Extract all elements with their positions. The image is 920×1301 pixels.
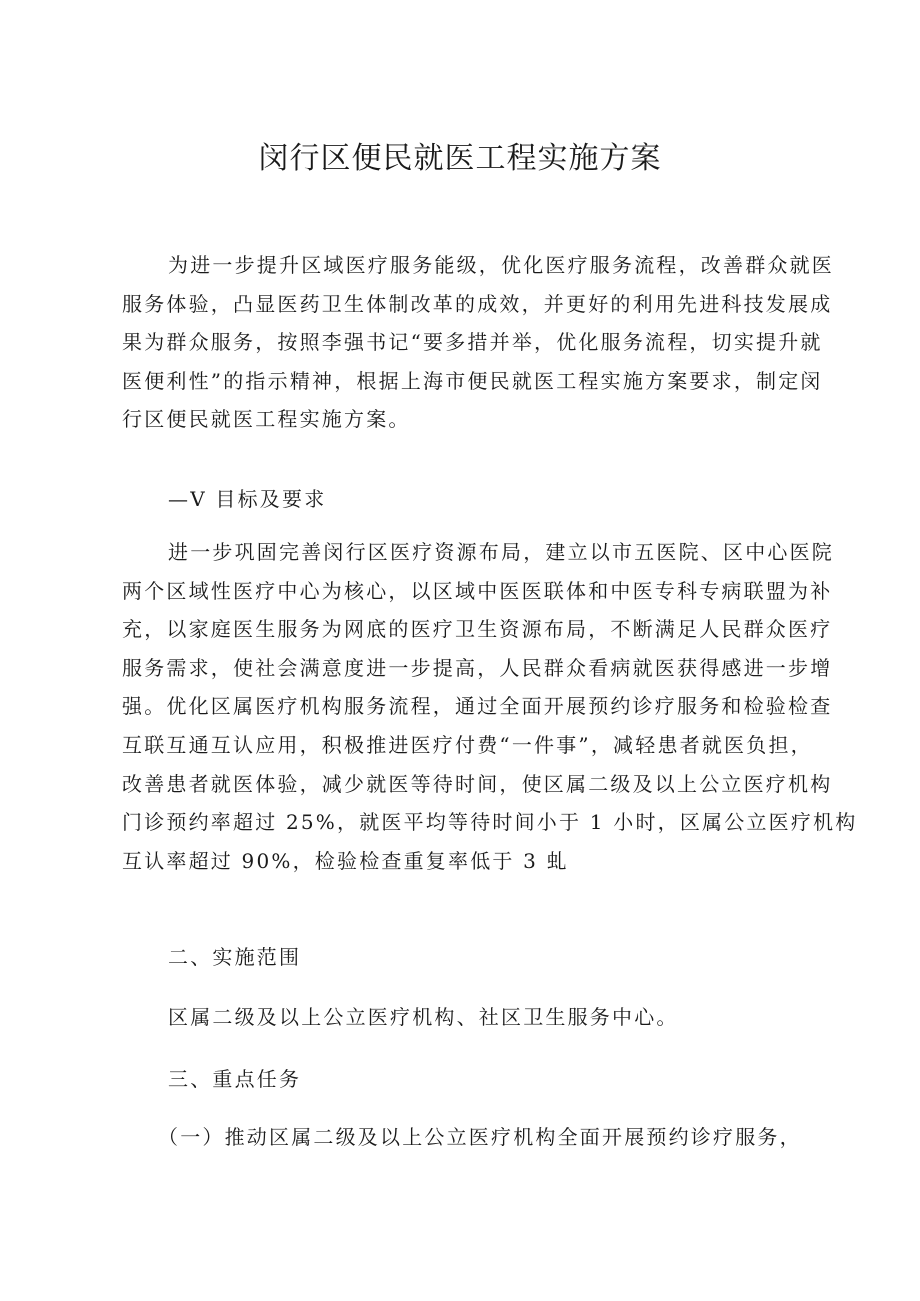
section-1-line: 充，以家庭医生服务为网底的医疗卫生资源布局，不断满足人民群众医疗: [122, 617, 833, 642]
intro-paragraph: [122, 246, 834, 439]
section-3-heading: 三、重点任务: [168, 1067, 302, 1091]
section-3-item-1: （一）推动区属二级及以上公立医疗机构全面开展预约诊疗服务，: [158, 1125, 802, 1149]
intro-line: 医便利性”的指示精神，根据上海市便民就医工程实施方案要求，制定闵: [122, 368, 823, 393]
section-1-heading-block: [122, 480, 812, 519]
intro-line: 服务体验，凸显医药卫生体制改革的成效，并更好的利用先进科技发展成: [122, 291, 833, 316]
section-2-heading-block: [122, 938, 812, 977]
section-1-line: 服务需求，使社会满意度进一步提高，人民群众看病就医获得感进一步增: [122, 655, 833, 680]
section-1-line: 互认率超过 90%，检验检查重复率低于 3 虬: [122, 848, 569, 873]
section-2-heading: 二、实施范围: [168, 945, 302, 969]
section-1-heading: —V 目标及要求: [168, 487, 327, 511]
section-1-paragraph: [122, 533, 858, 880]
intro-line: 果为群众服务，按照李强书记“要多措并举，优化服务流程，切实提升就: [122, 330, 823, 355]
document-title: 闵行区便民就医工程实施方案: [258, 141, 662, 176]
section-3-heading-block: [122, 1060, 812, 1099]
section-1-line: 互联互通互认应用，积极推进医疗付费“一件事”，减轻患者就医负担，: [122, 732, 813, 757]
section-2-paragraph: [122, 998, 812, 1037]
section-1-line: 改善患者就医体验，减少就医等待时间，使区属二级及以上公立医疗机构: [122, 771, 833, 796]
section-1-line: 进一步巩固完善闵行区医疗资源布局，建立以市五医院、区中心医院: [168, 540, 834, 564]
section-1-line: 强。优化区属医疗机构服务流程，通过全面开展预约诊疗服务和检验检查: [122, 694, 833, 719]
section-3-item-1-block: [122, 1118, 812, 1157]
section-1-line: 门诊预约率超过 25%，就医平均等待时间小于 1 小时，区属公立医疗机构: [122, 810, 858, 835]
intro-line: 行区便民就医工程实施方案。: [122, 407, 411, 432]
section-1-line: 两个区域性医疗中心为核心，以区域中医医联体和中医专科专病联盟为补: [122, 578, 833, 603]
section-2-text: 区属二级及以上公立医疗机构、社区卫生服务中心。: [168, 1005, 679, 1029]
intro-line: 为进一步提升区域医疗服务能级，优化医疗服务流程，改善群众就医: [168, 253, 834, 277]
